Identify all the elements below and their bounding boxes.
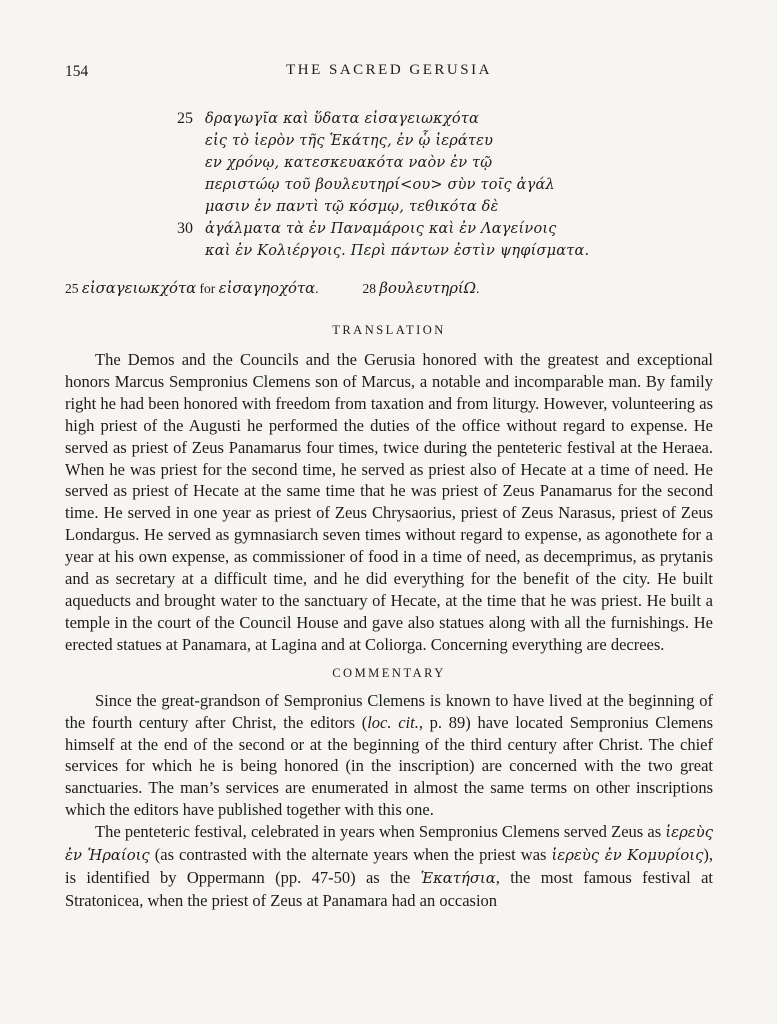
running-title: THE SACRED GERUSIA [286,62,492,78]
greek-inscription-line [165,174,713,196]
translation-paragraph: The Demos and the Councils and the Gerusia honored with the greatest and exceptional honors Marcus Sempronius Clemens son of Marcus, a notable and incomparable man. By family right he had been honored with freedom from taxation and from liturgy. However, volunteering as high priest of the Augusti he performed the duties of the office without regard to expense. He served as priest of Zeus Panamarus four times, twice during the penteteric festival at the Heraea. When he was priest for the second time, he served as priest also of Hecate at a time of need. He served as priest of Hecate at the same time that he was priest of Zeus Panamarus for the second time. He served in one year as priest of Zeus Chrysaorius, priest of Zeus Narasus, priest of Zeus Londargus. He served as gymnasiarch seven times without regard to expense, as agonothete for a year at his own expense, as commissioner of food in a time of need, as decemprimus, as prytanis and as secretary at a difficult time, and he did everything for the benefit of the city. He built aqueducts and brought water to the sanctuary of Hecate, at the time that he was priest. He built a temple in the court of the Council House and gave also statues along with all the furnishings. He erected statues at Panamara, at Lagina and at Coliorga. Concerning everything are decrees. [65,350,713,654]
greek-inscription-line [165,218,713,240]
greek-text: ἀγάλματα τὰ ἐν Παναμάροις καὶ ἐν Λαγείνοις [205,221,557,237]
apparatus-note: 25 εἰσαγειωκχότα for εἰσαγηοχότα. [65,280,319,297]
greek-inscription-line [165,130,713,152]
page-header [65,62,713,84]
greek-inscription-block [165,108,713,262]
commentary-paragraph-2: The penteteric festival, celebrated in years when Sempronius Clemens served Zeus as ἱερεὺς ἐν Ἡραίοις (as contrasted with the alternate years when the priest was ἱερεὺς ἐν Κομυρίοις), is identified by Oppermann (pp. 47-50) as the Ἑκατήσια, the most famous festival at Stratonicea, when the priest of Zeus at Panamara had an occasion [65,822,714,910]
greek-text: περιστώῳ τοῦ βουλευτηρί<ου> σὺν τοῖς ἀγάλ [205,177,555,193]
line-number: 30 [177,220,193,237]
apparatus-note: 28 βουλευτηρίΩ. [362,280,480,297]
translation-heading: TRANSLATION [332,323,446,337]
line-number: 25 [177,110,193,127]
greek-text: δραγωγῖα καὶ ὕδατα εἰσαγειωκχότα [205,111,479,127]
greek-text: μασιν ἐν παντὶ τῷ κόσμῳ, τεθικότα δὲ [205,199,499,215]
greek-inscription-line [165,240,713,262]
greek-text: καὶ ἐν Κολιέργοις. Περὶ πάντων ἐστὶν ψηφίσματα. [205,243,590,259]
apparatus-criticus [65,279,713,299]
greek-inscription-line [165,152,713,174]
greek-text: εἰς τὸ ἱερὸν τῆς Ἑκάτης, ἐν ᾧ ἱεράτευ [205,133,494,149]
greek-inscription-line [165,108,713,130]
greek-text: εν χρόνῳ, κατεσκευακότα ναὸν ἐν τῷ [205,155,493,171]
commentary-paragraph-1: Since the great-grandson of Sempronius Clemens is known to have lived at the beginning of the fourth century after Christ, the editors (loc. cit., p. 89) have located Sempronius Clemens himself at the end of the second or at the beginning of the third century after Christ. The chief services for which he is being honored (in the inscription) are concerned with the two great sanctuaries. The man’s services are enumerated in almost the same terms on other inscriptions which the editors have published together with this one. [65,690,713,820]
commentary-heading: COMMENTARY [332,665,446,680]
greek-inscription-line [165,196,713,218]
page-number: 154 [65,63,89,80]
